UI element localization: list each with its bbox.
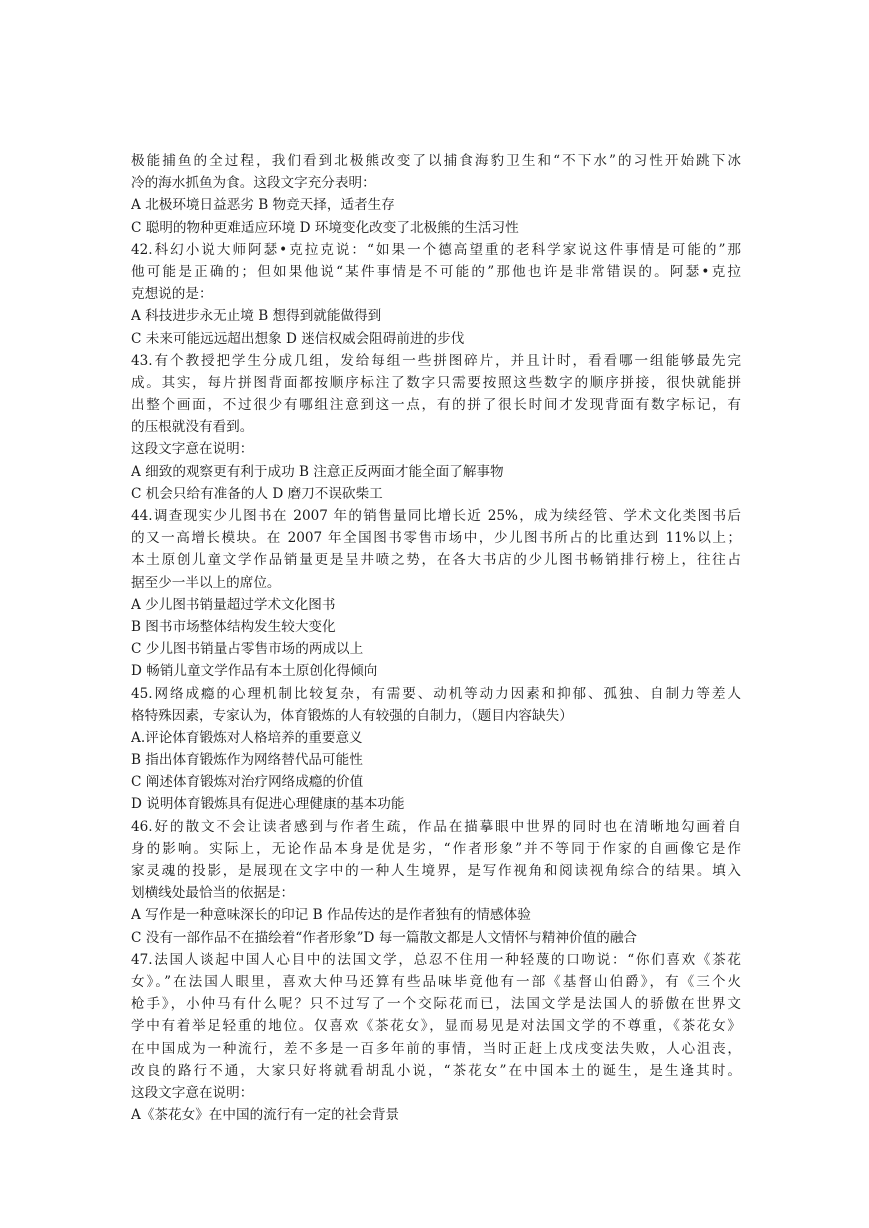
text-line: 本土原创儿童文学作品销量更是呈井喷之势，在各大书店的少儿图书畅销排行榜上，往往占 (131, 552, 741, 569)
text-line: 42.科幻小说大师阿瑟•克拉克说：“如果一个德高望重的老科学家说这件事情是可能的”那 (131, 241, 741, 258)
text-line: A 科技进步永无止境 B 想得到就能做得到 (131, 308, 382, 325)
text-line: 克想说的是： (131, 286, 213, 303)
text-line: C 没有一部作品不在描绘着“作者形象”D 每一篇散文都是人文情怀与精神价值的融合 (131, 929, 638, 946)
text-line: 47.法国人谈起中国人心目中的法国文学，总忍不住用一种轻蔑的口吻说：“你们喜欢《茶花 (131, 951, 741, 968)
text-line: D 说明体育锻炼具有促进心理健康的基本功能 (131, 796, 405, 813)
text-line: 学中有着举足轻重的地位。仅喜欢《茶花女》，显而易见是对法国文学的不尊重，《茶花女》 (131, 1018, 741, 1035)
text-line: 这段文字意在说明： (131, 1084, 254, 1101)
text-line: 格特殊因素，专家认为，体育锻炼的人有较强的自制力，（题目内容缺失） (131, 707, 573, 724)
text-line: A 细致的观察更有利于成功 B 注意正反两面才能全面了解事物 (131, 463, 504, 480)
text-line: 的又一高增长模块。在 2007 年全国图书零售市场中，少儿图书所占的比重达到 11%以上； (131, 530, 741, 547)
text-line: 枪手》，小仲马有什么呢？只不过写了一个交际花而已，法国文学是法国人的骄傲在世界文 (131, 996, 741, 1013)
text-line: 在中国成为一种流行，差不多是一百多年前的事情，当时正赶上戊戌变法失败，人心沮丧， (131, 1040, 741, 1057)
text-line: D 畅销儿童文学作品有本土原创化得倾向 (131, 663, 378, 680)
text-line: B 图书市场整体结构发生较大变化 (131, 618, 336, 635)
text-line: 46.好的散文不会让读者感到与作者生疏，作品在描摹眼中世界的同时也在清晰地勾画着自 (131, 818, 741, 835)
text-line: C 未来可能远远超出想象 D 迷信权威会阻碍前进的步伐 (131, 330, 465, 347)
text-line: A 写作是一种意味深长的印记 B 作品传达的是作者独有的情感体验 (131, 907, 531, 924)
text-line: 43.有个教授把学生分成几组，发给每组一些拼图碎片，并且计时，看看哪一组能够最先完 (131, 352, 741, 369)
text-line: C 聪明的物种更难适应环境 D 环境变化改变了北极熊的生活习性 (131, 219, 519, 236)
text-line: 44.调查现实少儿图书在 2007 年的销售量同比增长近 25%，成为续经管、学术文化类图书后 (131, 508, 741, 524)
text-line: 这段文字意在说明： (131, 441, 254, 458)
text-line: 他可能是正确的；但如果他说“某件事情是不可能的”那他也许是非常错误的。阿瑟•克拉 (131, 263, 741, 280)
text-line: A 少儿图书销量超过学术文化图书 (131, 596, 336, 613)
text-line: 45.网络成瘾的心理机制比较复杂，有需要、动机等动力因素和抑郁、孤独、自制力等差人 (131, 685, 741, 702)
text-line: 家灵魂的投影，是展现在文字中的一种人生境界，是写作视角和阅读视角综合的结果。填入 (131, 863, 741, 879)
text-line: C 阐述体育锻炼对治疗网络成瘾的价值 (131, 774, 364, 791)
text-line: C 机会只给有准备的人 D 磨刀不误砍柴工 (131, 485, 383, 502)
text-line: C 少儿图书销量占零售市场的两成以上 (131, 641, 364, 658)
text-line: 据至少一半以上的席位。 (131, 574, 281, 591)
document-page (131, 150, 741, 1126)
text-line: 改良的路行不通，大家只好将就看胡乱小说，“茶花女”在中国本土的诞生，是生逢其时。 (131, 1062, 741, 1079)
text-line: A 北极环境日益恶劣 B 物竞天择，适者生存 (131, 197, 395, 214)
text-line: 的压根就没有看到。 (131, 419, 254, 436)
text-line: 身的影响。实际上，无论作品本身是优是劣，“作者形象”并不等同于作家的自画像它是作 (131, 840, 741, 857)
text-line: 成。其实，每片拼图背面都按顺序标注了数字只需要按照这些数字的顺序拼接，很快就能拼 (131, 374, 741, 391)
text-line: 冷的海水抓鱼为食。这段文字充分表明： (131, 175, 376, 192)
text-line: 划横线处最恰当的依据是： (131, 885, 295, 902)
text-line: A《茶花女》在中国的流行有一定的社会背景 (131, 1107, 400, 1124)
text-line: 女》。”在法国人眼里，喜欢大仲马还算有些品味毕竟他有一部《基督山伯爵》，有《三个火 (131, 973, 741, 990)
text-line: 极能捕鱼的全过程，我们看到北极熊改变了以捕食海豹卫生和“不下水”的习性开始跳下冰 (131, 153, 741, 169)
text-line: A.评论体育锻炼对人格培养的重要意义 (131, 729, 363, 746)
text-line: 出整个画面，不过很少有哪组注意到这一点，有的拼了很长时间才发现背面有数字标记，有 (131, 397, 741, 414)
text-line: B 指出体育锻炼作为网络替代品可能性 (131, 752, 363, 769)
